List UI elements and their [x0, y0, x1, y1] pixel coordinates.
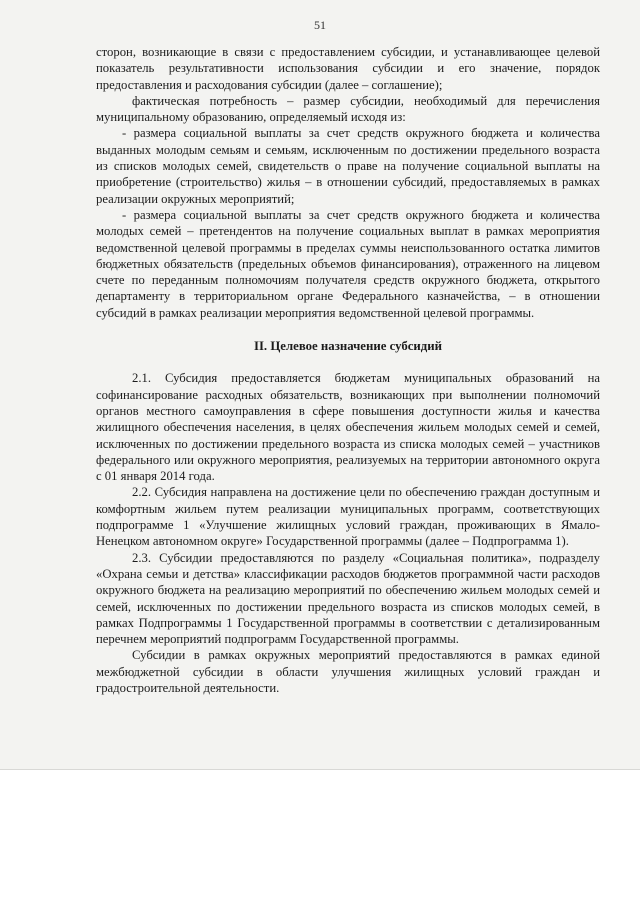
paragraph-2-1: 2.1. Субсидия предоставляется бюджетам муниципальных образований на софинансирование расходных обязательств, возникающих при выполнении полномочий органов местного самоуправления в сфере повышения доступности жилья и качества жилищного обеспечения населения, в целях обеспечения жильем молодых семей и семей, исключенных по достижении предельного возраста из списка молодых семей – участников федерального или окружного мероприятия, реализуемых на территории автономного округа с 01 января 2014 года. [96, 371, 600, 484]
page-number: 51 [314, 18, 326, 32]
paragraph-actual-need: фактическая потребность – размер субсидии, необходимый для перечисления муниципальному образованию, определяемый исходя из: [96, 93, 600, 125]
document-body [96, 44, 600, 696]
paragraph-2-2: 2.2. Субсидия направлена на достижение цели по обеспечению граждан доступным и комфортным жильем путем реализации муниципальных программ, соответствующих подпрограмме 1 «Улучшение жилищных условий граждан, проживающих в Ямало-Ненецком автономном округе» Государственной программы (далее – Подпрограмма 1). [96, 485, 600, 549]
paragraph-continuation: сторон, возникающие в связи с предоставлением субсидии, и устанавливающее целевой показатель результативности использования субсидии и его значение, порядок предоставления и расходования субсидии (далее – соглашение); [96, 45, 600, 92]
section-title: II. Целевое назначение субсидий [253, 339, 443, 354]
scan-edge-divider [0, 769, 640, 770]
list-item-social-payment-district: - размера социальной выплаты за счет средств окружного бюджета и количества выданных молодым семьям и семьям, исключенным по достижении предельного возраста из списков молодых семей, свидетельств о праве на получение социальной выплаты на приобретение (строительство) жилья – в отношении субсидий, предоставляемых в рамках реализации окружных мероприятий; [96, 126, 600, 206]
list-item-social-payment-program: - размера социальной выплаты за счет средств окружного бюджета и количества молодых семей – претендентов на получение социальных выплат в рамках мероприятия ведомственной целевой программы в пределах суммы неиспользованного остатка лимитов бюджетных обязательств (предельных объемов финансирования), отраженного на лицевом счете по переданным полномочиям получателя средств окружного бюджета, открытого департаменту в территориальном органе Федерального казначейства, – в отношении субсидий в рамках реализации мероприятия ведомственной целевой программы. [96, 207, 600, 320]
paragraph-district-subsidies: Субсидии в рамках окружных мероприятий предоставляются в рамках единой межбюджетной субсидии в области улучшения жилищных условий граждан и градостроительной деятельности. [96, 648, 600, 695]
paragraph-2-3: 2.3. Субсидии предоставляются по разделу «Социальная политика», подразделу «Охрана семьи и детства» классификации расходов бюджетов программной части расходов окружного бюджета на реализацию мероприятий по обеспечению жильем молодых семей и семей, исключенных по достижении предельного возраста из списков молодых семей, в рамках Подпрограммы 1 Государственной программы в соответствии с детализированным перечнем мероприятий подпрограмм Государственной программы. [96, 550, 600, 647]
